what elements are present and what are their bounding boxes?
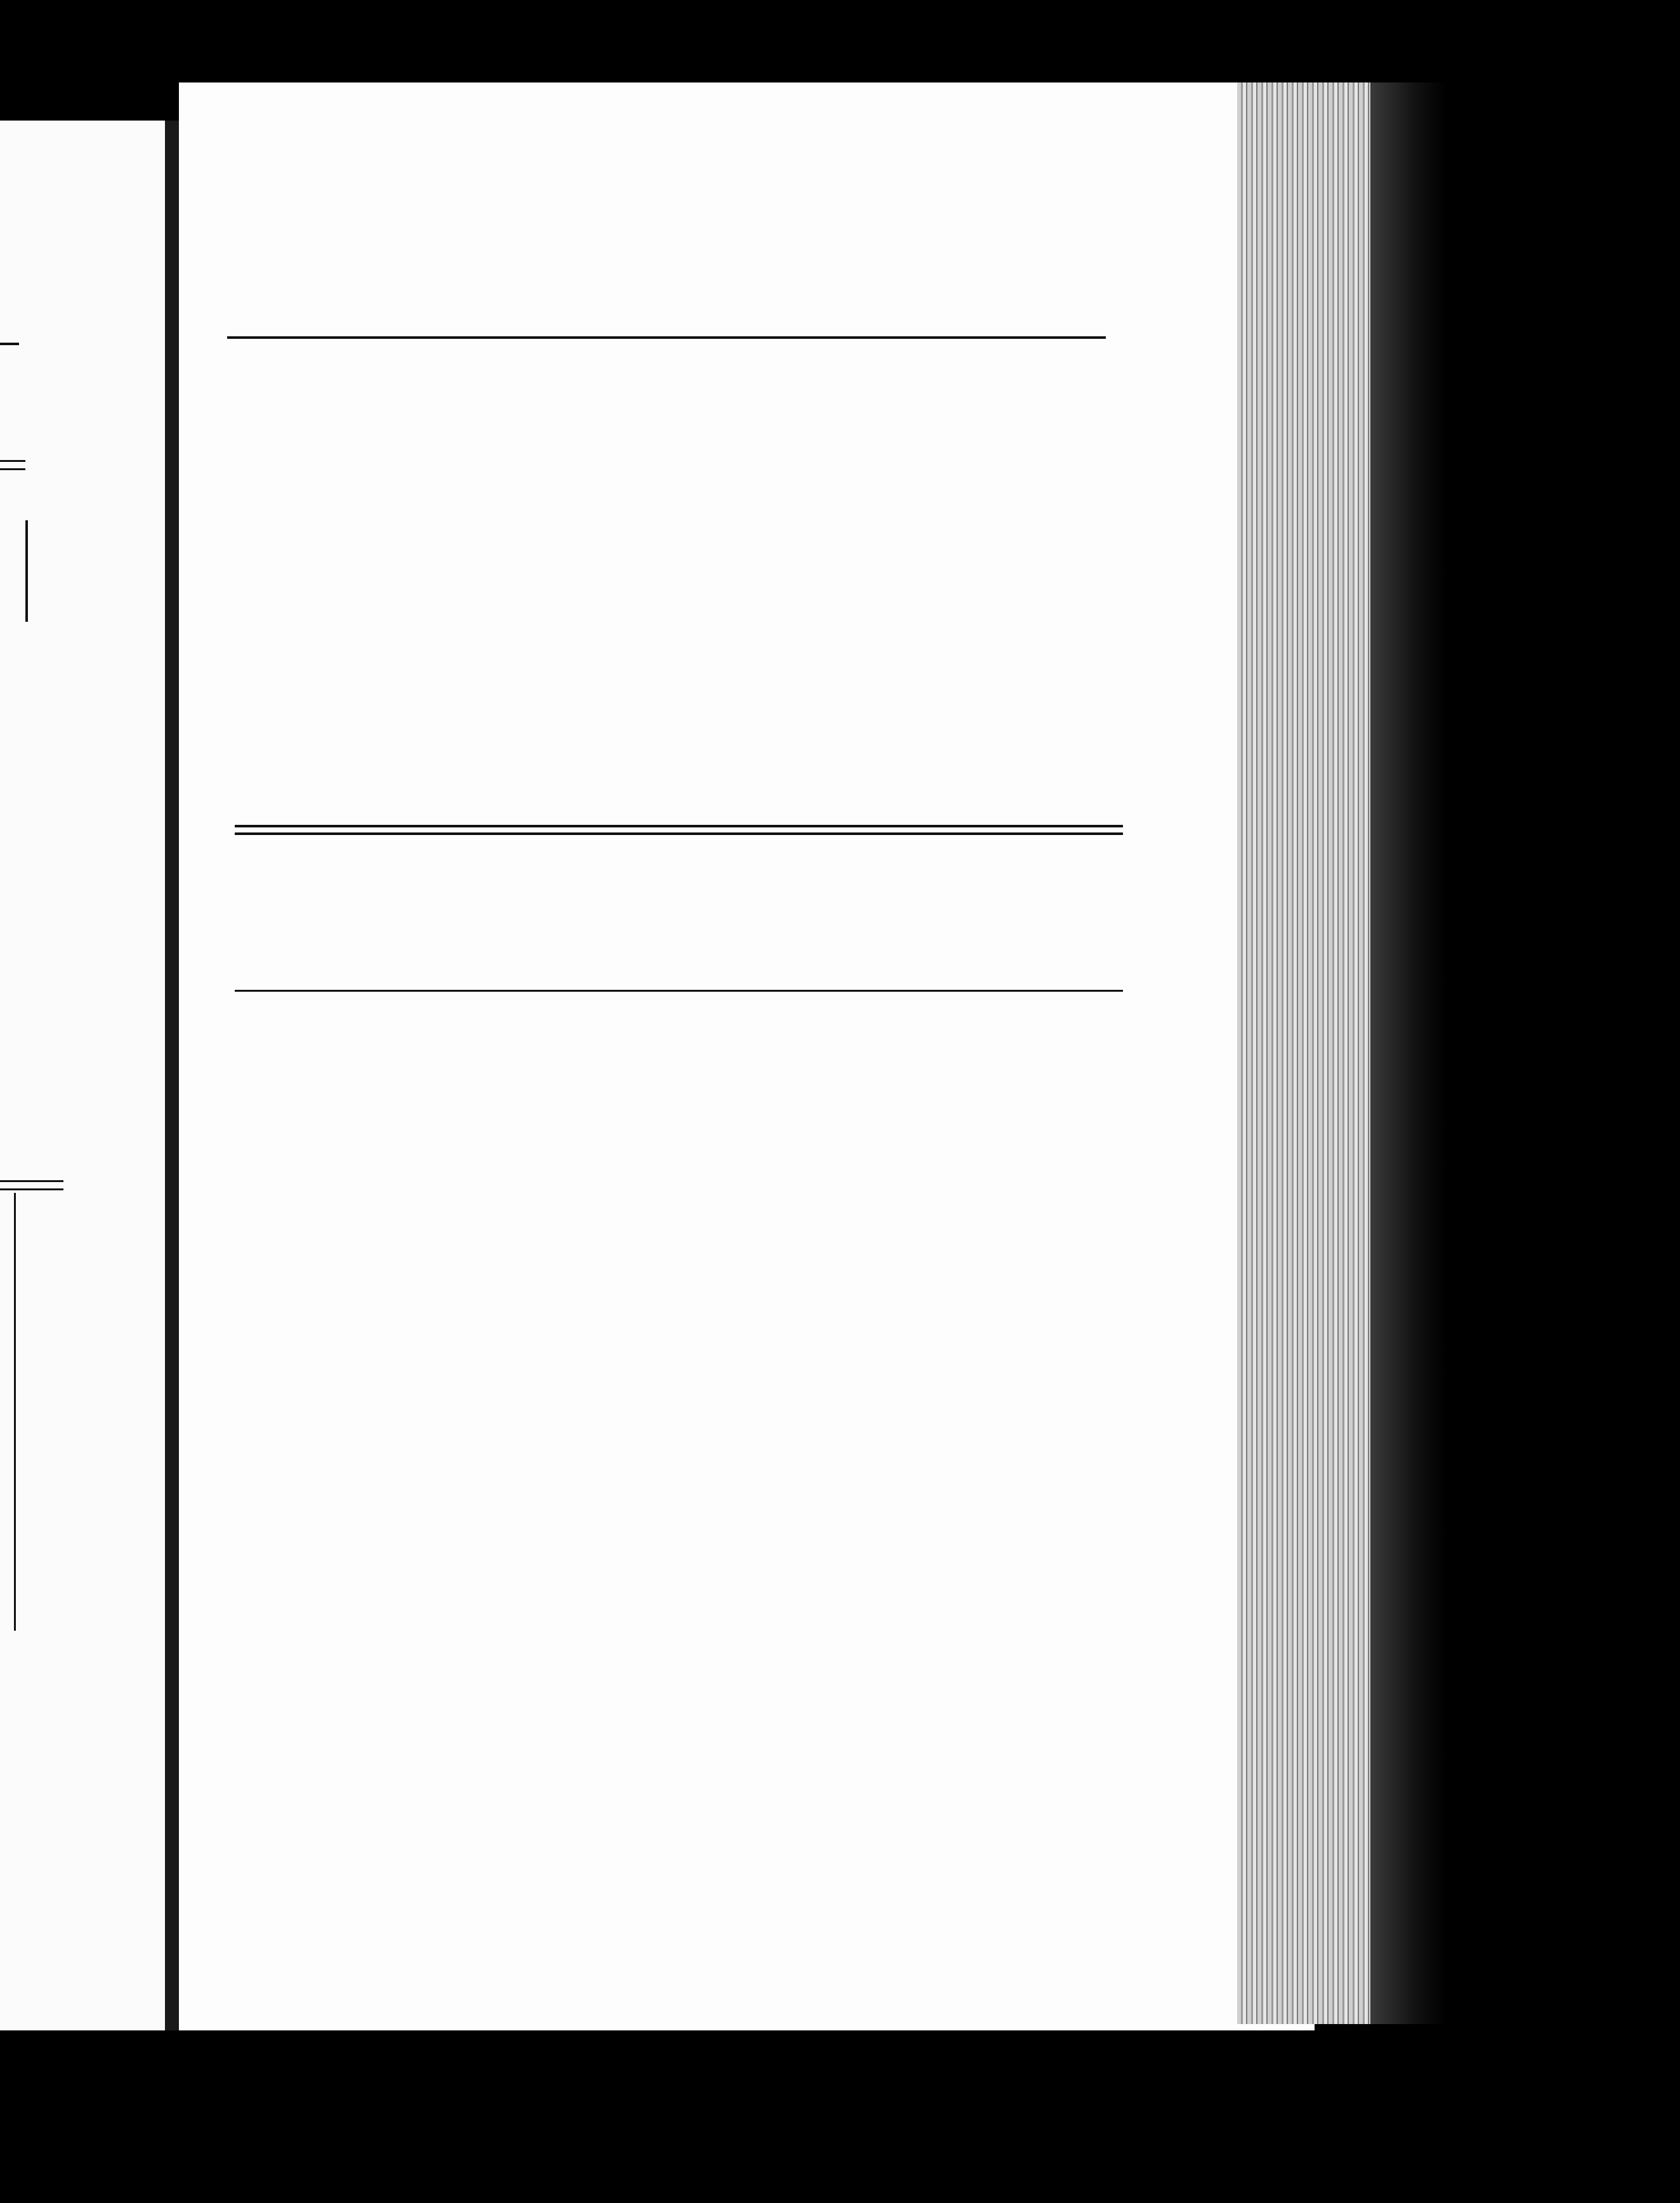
header-rule xyxy=(227,336,1106,339)
right-page xyxy=(179,82,1315,2030)
page-edges xyxy=(1237,82,1447,2024)
left-page-fragment xyxy=(0,0,170,2203)
